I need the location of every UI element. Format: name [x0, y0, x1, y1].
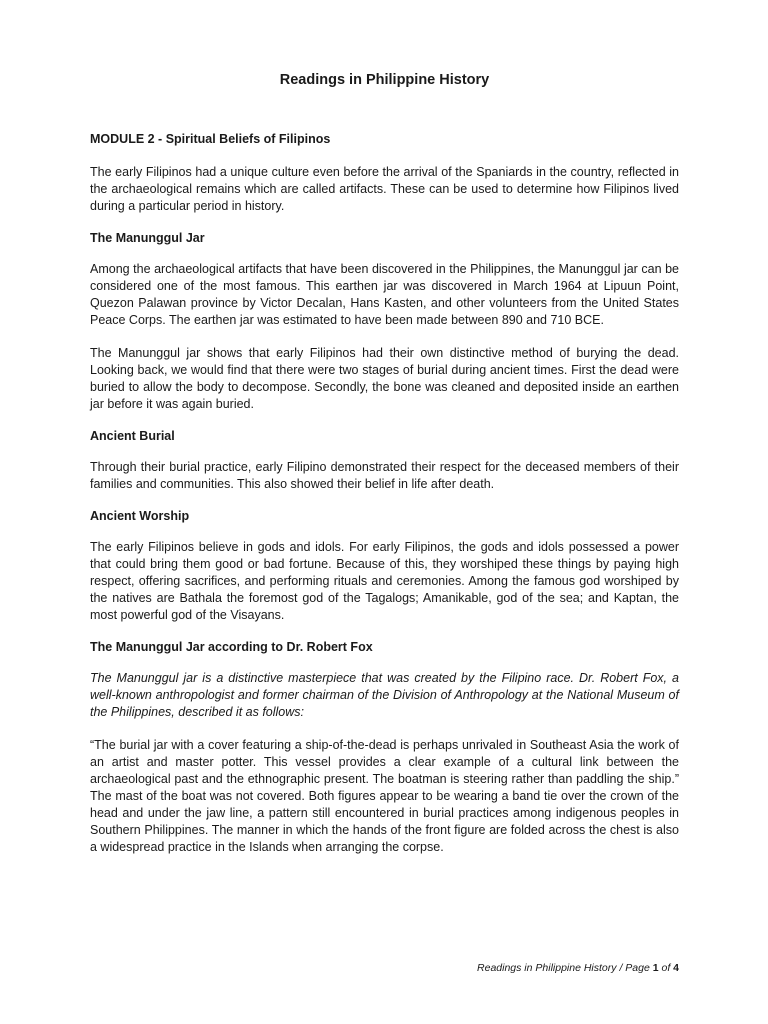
paragraph-manunggul-discovery: Among the archaeological artifacts that have been discovered in the Philippines, the Manunggul jar can be considered one of the most famous. This earthen jar was discovered in March 1964 at Lipuun Point, Quezon Palawan province by Victor Decalan, Hans Kasten, and other volunteers from the United States Peace Corps. The earthen jar was estimated to have been made between 890 and 710 BCE.: [90, 262, 679, 327]
footer-of-label: of: [658, 962, 674, 974]
footer-page-number: 1: [652, 962, 659, 974]
paragraph-manunggul-burial-method: The Manunggul jar shows that early Filipinos had their own distinctive method of burying the dead. Looking back, we would find that there were two stages of burial during ancient times. First the dead were buried to allow the body to decompose. Secondly, the bone was cleaned and deposited inside an earthen jar before it was again buried.: [90, 346, 679, 411]
paragraph-fox-quote: “The burial jar with a cover featuring a ship-of-the-dead is perhaps unrivaled in Southeast Asia the work of an artist and master potter. This vessel provides a clear example of a cultural link between the archaeological past and the ethnographic present. The boatman is steering rather than paddling the ship.” The mast of the boat was not covered. Both figures appear to be wearing a band tie over the crown of the head and under the jaw line, a pattern still encountered in burial practices among indigenous peoples in Southern Philippines. The manner in which the hands of the front figure are folded across the chest is also a widespread practice in the Islands when arranging the corpse.: [90, 738, 679, 854]
section-heading-robert-fox: The Manunggul Jar according to Dr. Robert Fox: [90, 640, 373, 654]
paragraph-ancient-burial: Through their burial practice, early Filipino demonstrated their respect for the deceased members of their families and communities. This also showed their belief in life after death.: [90, 460, 679, 491]
footer-prefix: Readings in Philippine History / Page: [477, 962, 653, 974]
paragraph-fox-intro: The Manunggul jar is a distinctive masterpiece that was created by the Filipino race. Dr. Robert Fox, a well-known anthropologist and former chairman of the Division of Anthropology at the National Museum of the Philippines, described it as follows:: [90, 671, 679, 719]
footer-page-total: 4: [673, 962, 679, 974]
intro-paragraph: The early Filipinos had a unique culture even before the arrival of the Spaniards in the country, reflected in the archaeological remains which are called artifacts. These can be used to determine how Filipinos lived during a particular period in history.: [90, 165, 679, 213]
page-footer: [477, 962, 679, 974]
module-heading: MODULE 2 - Spiritual Beliefs of Filipinos: [90, 132, 331, 146]
section-heading-manunggul-jar: The Manunggul Jar: [90, 231, 205, 245]
section-heading-ancient-burial: Ancient Burial: [90, 429, 175, 443]
paragraph-ancient-worship: The early Filipinos believe in gods and idols. For early Filipinos, the gods and idols possessed a power that could bring them good or bad fortune. Because of this, they worshiped these things by paying high respect, offering sacrifices, and performing rituals and ceremonies. Among the famous god worshiped by the natives are Bathala the foremost god of the Tagalogs; Amanikable, god of the sea; and Kaptan, the most powerful god of the Visayans.: [90, 540, 679, 622]
document-title: Readings in Philippine History: [279, 72, 490, 88]
section-heading-ancient-worship: Ancient Worship: [90, 509, 190, 523]
